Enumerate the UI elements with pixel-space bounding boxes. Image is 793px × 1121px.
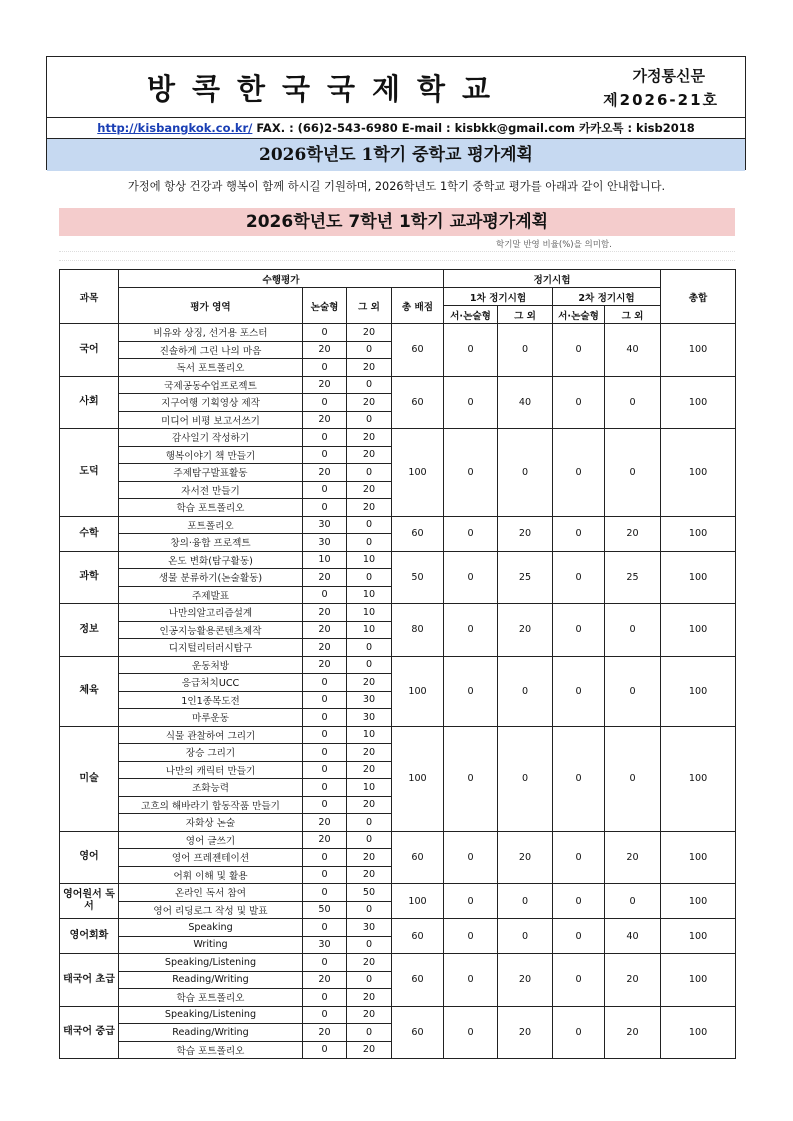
table-row xyxy=(60,551,736,569)
exam2-essay: 0 xyxy=(553,324,605,377)
exam1-other: 40 xyxy=(498,376,553,429)
essay-score: 0 xyxy=(303,849,347,867)
total-ratio: 100 xyxy=(392,884,444,919)
exam2-essay: 0 xyxy=(553,516,605,551)
exam1-other: 0 xyxy=(498,884,553,919)
exam1-other: 20 xyxy=(498,831,553,884)
evaluation-area: 나만의알고리즘설계 xyxy=(119,604,303,622)
essay-score: 0 xyxy=(303,744,347,762)
issue-number: 제2026-21호 xyxy=(603,91,719,109)
sheet-gridline xyxy=(59,260,735,261)
header-exam2-essay: 서·논술형 xyxy=(553,306,605,324)
exam2-other: 20 xyxy=(605,831,661,884)
other-score: 0 xyxy=(347,831,392,849)
exam2-other: 20 xyxy=(605,1006,661,1059)
header-subject: 과목 xyxy=(60,270,119,324)
exam2-other: 0 xyxy=(605,429,661,517)
evaluation-area: 자서전 만들기 xyxy=(119,481,303,499)
exam1-essay: 0 xyxy=(444,551,498,604)
subject-sum: 100 xyxy=(661,954,736,1007)
evaluation-area: 행복이야기 책 만들기 xyxy=(119,446,303,464)
exam1-other: 20 xyxy=(498,954,553,1007)
essay-score: 0 xyxy=(303,884,347,902)
essay-score: 0 xyxy=(303,709,347,727)
essay-score: 30 xyxy=(303,534,347,552)
other-score: 20 xyxy=(347,849,392,867)
essay-score: 20 xyxy=(303,656,347,674)
other-score: 0 xyxy=(347,464,392,482)
evaluation-area: 비유와 상징, 선거용 포스터 xyxy=(119,324,303,342)
other-score: 10 xyxy=(347,779,392,797)
essay-score: 0 xyxy=(303,691,347,709)
evaluation-area: 학습 포트폴리오 xyxy=(119,989,303,1007)
table-row xyxy=(60,831,736,849)
exam1-essay: 0 xyxy=(444,1006,498,1059)
evaluation-area: 1인1종목도전 xyxy=(119,691,303,709)
exam1-essay: 0 xyxy=(444,919,498,954)
other-score: 30 xyxy=(347,709,392,727)
essay-score: 20 xyxy=(303,1024,347,1042)
other-score: 20 xyxy=(347,481,392,499)
essay-score: 20 xyxy=(303,971,347,989)
other-score: 20 xyxy=(347,499,392,517)
website-link[interactable]: http://kisbangkok.co.kr/ xyxy=(97,121,253,135)
exam1-essay: 0 xyxy=(444,954,498,1007)
evaluation-area: 학습 포트폴리오 xyxy=(119,1041,303,1059)
header-exam2: 2차 정기시험 xyxy=(553,288,661,306)
subject-sum: 100 xyxy=(661,604,736,657)
exam1-other: 20 xyxy=(498,604,553,657)
evaluation-area: Speaking/Listening xyxy=(119,954,303,972)
evaluation-area: 포트폴리오 xyxy=(119,516,303,534)
other-score: 10 xyxy=(347,551,392,569)
other-score: 10 xyxy=(347,726,392,744)
exam1-other: 0 xyxy=(498,324,553,377)
evaluation-area: 영어 글쓰기 xyxy=(119,831,303,849)
document-title: 2026학년도 1학기 중학교 평가계획 xyxy=(47,139,745,171)
other-score: 0 xyxy=(347,971,392,989)
exam2-essay: 0 xyxy=(553,376,605,429)
exam1-essay: 0 xyxy=(444,604,498,657)
essay-score: 20 xyxy=(303,464,347,482)
exam2-other: 0 xyxy=(605,376,661,429)
exam1-essay: 0 xyxy=(444,429,498,517)
newsletter-header xyxy=(46,56,746,170)
essay-score: 50 xyxy=(303,901,347,919)
other-score: 20 xyxy=(347,989,392,1007)
evaluation-area: 독서 포트폴리오 xyxy=(119,359,303,377)
header-essay: 논술형 xyxy=(303,288,347,324)
subject-sum: 100 xyxy=(661,726,736,831)
other-score: 0 xyxy=(347,639,392,657)
subject-sum: 100 xyxy=(661,919,736,954)
essay-score: 0 xyxy=(303,954,347,972)
exam2-essay: 0 xyxy=(553,551,605,604)
other-score: 30 xyxy=(347,919,392,937)
other-score: 10 xyxy=(347,604,392,622)
other-score: 0 xyxy=(347,1024,392,1042)
essay-score: 0 xyxy=(303,324,347,342)
essay-score: 20 xyxy=(303,621,347,639)
intro-text: 가정에 항상 건강과 행복이 함께 하시길 기원하며, 2026학년도 1학기 중학교 평가를 아래과 같이 안내합니다. xyxy=(127,180,666,193)
exam2-other: 40 xyxy=(605,324,661,377)
other-score: 0 xyxy=(347,341,392,359)
other-score: 20 xyxy=(347,394,392,412)
exam2-essay: 0 xyxy=(553,726,605,831)
essay-score: 20 xyxy=(303,604,347,622)
header-exam2-other: 그 외 xyxy=(605,306,661,324)
exam2-essay: 0 xyxy=(553,831,605,884)
subject-name: 정보 xyxy=(60,604,119,657)
evaluation-area: 지구여행 기획영상 제작 xyxy=(119,394,303,412)
evaluation-plan-table xyxy=(59,269,736,1059)
header-regular-exam: 정기시험 xyxy=(444,270,661,288)
subject-name: 과학 xyxy=(60,551,119,604)
evaluation-area: 온라인 독서 참여 xyxy=(119,884,303,902)
subject-sum: 100 xyxy=(661,324,736,377)
exam1-other: 0 xyxy=(498,429,553,517)
evaluation-area: 국제공동수업프로젝트 xyxy=(119,376,303,394)
essay-score: 20 xyxy=(303,831,347,849)
other-score: 20 xyxy=(347,446,392,464)
other-score: 50 xyxy=(347,884,392,902)
exam2-other: 20 xyxy=(605,516,661,551)
evaluation-area: 운동처방 xyxy=(119,656,303,674)
exam2-essay: 0 xyxy=(553,604,605,657)
exam1-essay: 0 xyxy=(444,656,498,726)
exam2-other: 0 xyxy=(605,726,661,831)
evaluation-area: 영어 리딩로그 작성 및 발표 xyxy=(119,901,303,919)
evaluation-area: 영어 프레젠테이션 xyxy=(119,849,303,867)
contact-line xyxy=(47,118,745,139)
table-row xyxy=(60,919,736,937)
essay-score: 0 xyxy=(303,1006,347,1024)
evaluation-area: 진솔하게 그린 나의 마음 xyxy=(119,341,303,359)
evaluation-area: 온도 변화(탐구활동) xyxy=(119,551,303,569)
other-score: 0 xyxy=(347,411,392,429)
exam2-essay: 0 xyxy=(553,429,605,517)
exam1-other: 25 xyxy=(498,551,553,604)
subject-name: 영어 xyxy=(60,831,119,884)
header-top xyxy=(47,57,745,118)
exam1-other: 20 xyxy=(498,1006,553,1059)
subject-name: 태국어 중급 xyxy=(60,1006,119,1059)
essay-score: 20 xyxy=(303,569,347,587)
essay-score: 0 xyxy=(303,674,347,692)
table-row xyxy=(60,376,736,394)
header-total-ratio: 총 배점 xyxy=(392,288,444,324)
exam1-other: 20 xyxy=(498,516,553,551)
essay-score: 0 xyxy=(303,1041,347,1059)
exam1-essay: 0 xyxy=(444,324,498,377)
exam2-other: 25 xyxy=(605,551,661,604)
other-score: 0 xyxy=(347,516,392,534)
total-ratio: 60 xyxy=(392,919,444,954)
header-sum: 총합 xyxy=(661,270,736,324)
essay-score: 0 xyxy=(303,481,347,499)
subject-name: 태국어 초급 xyxy=(60,954,119,1007)
table-row xyxy=(60,726,736,744)
evaluation-area: 마루운동 xyxy=(119,709,303,727)
ratio-note: 학기말 반영 비율(%)을 의미함. xyxy=(496,240,612,250)
header-other: 그 외 xyxy=(347,288,392,324)
evaluation-area: 주제탐구발표활동 xyxy=(119,464,303,482)
subject-name: 도덕 xyxy=(60,429,119,517)
essay-score: 0 xyxy=(303,394,347,412)
contact-details: FAX. : (66)2-543-6980 E-mail : kisbkk@gmail.com 카카오톡 : kisb2018 xyxy=(252,121,695,135)
sheet-gridline xyxy=(59,251,735,252)
table-row xyxy=(60,656,736,674)
other-score: 20 xyxy=(347,866,392,884)
table-row xyxy=(60,1006,736,1024)
other-score: 0 xyxy=(347,569,392,587)
evaluation-area: 감사일기 작성하기 xyxy=(119,429,303,447)
exam2-essay: 0 xyxy=(553,884,605,919)
exam1-essay: 0 xyxy=(444,376,498,429)
school-name: 방콕한국국제학교 xyxy=(146,72,508,106)
essay-score: 0 xyxy=(303,446,347,464)
table-row xyxy=(60,884,736,902)
essay-score: 20 xyxy=(303,411,347,429)
evaluation-area: 주제발표 xyxy=(119,586,303,604)
essay-score: 20 xyxy=(303,639,347,657)
other-score: 0 xyxy=(347,534,392,552)
subject-sum: 100 xyxy=(661,831,736,884)
subject-sum: 100 xyxy=(661,656,736,726)
evaluation-area: 조화능력 xyxy=(119,779,303,797)
exam2-other: 40 xyxy=(605,919,661,954)
essay-score: 0 xyxy=(303,359,347,377)
other-score: 20 xyxy=(347,954,392,972)
exam2-other: 20 xyxy=(605,954,661,1007)
other-score: 20 xyxy=(347,359,392,377)
total-ratio: 60 xyxy=(392,1006,444,1059)
header-performance: 수행평가 xyxy=(119,270,444,288)
evaluation-area: 어휘 이해 및 활용 xyxy=(119,866,303,884)
subject-sum: 100 xyxy=(661,551,736,604)
table-row xyxy=(60,516,736,534)
total-ratio: 50 xyxy=(392,551,444,604)
subject-name: 영어원서 독서 xyxy=(60,884,119,919)
plan-body xyxy=(60,324,736,1059)
essay-score: 0 xyxy=(303,796,347,814)
total-ratio: 100 xyxy=(392,726,444,831)
evaluation-area: 미디어 비평 보고서쓰기 xyxy=(119,411,303,429)
essay-score: 0 xyxy=(303,726,347,744)
essay-score: 0 xyxy=(303,989,347,1007)
essay-score: 0 xyxy=(303,586,347,604)
total-ratio: 100 xyxy=(392,429,444,517)
subject-name: 미술 xyxy=(60,726,119,831)
other-score: 0 xyxy=(347,814,392,832)
evaluation-area: 디지털리터러시탐구 xyxy=(119,639,303,657)
header-area: 평가 영역 xyxy=(119,288,303,324)
other-score: 20 xyxy=(347,744,392,762)
essay-score: 0 xyxy=(303,779,347,797)
essay-score: 0 xyxy=(303,429,347,447)
table-row xyxy=(60,954,736,972)
essay-score: 30 xyxy=(303,516,347,534)
exam2-other: 0 xyxy=(605,604,661,657)
essay-score: 20 xyxy=(303,341,347,359)
evaluation-area: Speaking/Listening xyxy=(119,1006,303,1024)
other-score: 20 xyxy=(347,1041,392,1059)
table-row xyxy=(60,324,736,342)
evaluation-area: 식물 관찰하여 그리기 xyxy=(119,726,303,744)
subject-sum: 100 xyxy=(661,516,736,551)
header-exam1: 1차 정기시험 xyxy=(444,288,553,306)
evaluation-area: Reading/Writing xyxy=(119,1024,303,1042)
other-score: 0 xyxy=(347,936,392,954)
essay-score: 0 xyxy=(303,866,347,884)
total-ratio: 60 xyxy=(392,376,444,429)
other-score: 0 xyxy=(347,376,392,394)
table-row xyxy=(60,604,736,622)
essay-score: 0 xyxy=(303,919,347,937)
evaluation-area: 고흐의 해바라기 합동작품 만들기 xyxy=(119,796,303,814)
subject-sum: 100 xyxy=(661,884,736,919)
other-score: 0 xyxy=(347,901,392,919)
exam2-essay: 0 xyxy=(553,919,605,954)
evaluation-area: 자화상 논술 xyxy=(119,814,303,832)
other-score: 10 xyxy=(347,621,392,639)
other-score: 20 xyxy=(347,1006,392,1024)
essay-score: 20 xyxy=(303,814,347,832)
essay-score: 0 xyxy=(303,499,347,517)
total-ratio: 60 xyxy=(392,516,444,551)
subject-name: 영어회화 xyxy=(60,919,119,954)
total-ratio: 100 xyxy=(392,656,444,726)
essay-score: 0 xyxy=(303,761,347,779)
other-score: 20 xyxy=(347,429,392,447)
other-score: 20 xyxy=(347,324,392,342)
other-score: 0 xyxy=(347,656,392,674)
other-score: 20 xyxy=(347,796,392,814)
exam1-other: 0 xyxy=(498,656,553,726)
essay-score: 30 xyxy=(303,936,347,954)
exam2-essay: 0 xyxy=(553,954,605,1007)
table-row xyxy=(60,429,736,447)
header-exam1-essay: 서·논술형 xyxy=(444,306,498,324)
evaluation-area: 인공지능활용콘텐츠제작 xyxy=(119,621,303,639)
exam1-other: 0 xyxy=(498,919,553,954)
evaluation-area: 장승 그리기 xyxy=(119,744,303,762)
subject-name: 체육 xyxy=(60,656,119,726)
total-ratio: 60 xyxy=(392,954,444,1007)
evaluation-area: 학습 포트폴리오 xyxy=(119,499,303,517)
essay-score: 10 xyxy=(303,551,347,569)
newsletter-label: 가정통신문 xyxy=(632,67,705,85)
exam2-other: 0 xyxy=(605,656,661,726)
other-score: 30 xyxy=(347,691,392,709)
total-ratio: 60 xyxy=(392,324,444,377)
evaluation-area: Reading/Writing xyxy=(119,971,303,989)
other-score: 20 xyxy=(347,674,392,692)
subject-sum: 100 xyxy=(661,376,736,429)
exam1-essay: 0 xyxy=(444,516,498,551)
evaluation-area: Writing xyxy=(119,936,303,954)
subject-name: 수학 xyxy=(60,516,119,551)
subject-name: 국어 xyxy=(60,324,119,377)
exam2-essay: 0 xyxy=(553,656,605,726)
evaluation-area: Speaking xyxy=(119,919,303,937)
header-exam1-other: 그 외 xyxy=(498,306,553,324)
subject-name: 사회 xyxy=(60,376,119,429)
exam1-essay: 0 xyxy=(444,831,498,884)
exam1-essay: 0 xyxy=(444,726,498,831)
plan-title: 2026학년도 7학년 1학기 교과평가계획 xyxy=(59,208,735,236)
evaluation-area: 응급처치UCC xyxy=(119,674,303,692)
total-ratio: 80 xyxy=(392,604,444,657)
evaluation-area: 생물 분류하기(논술활동) xyxy=(119,569,303,587)
subject-sum: 100 xyxy=(661,1006,736,1059)
exam1-other: 0 xyxy=(498,726,553,831)
exam2-other: 0 xyxy=(605,884,661,919)
evaluation-area: 나만의 캐릭터 만들기 xyxy=(119,761,303,779)
evaluation-area: 창의·융합 프로젝트 xyxy=(119,534,303,552)
exam2-essay: 0 xyxy=(553,1006,605,1059)
other-score: 20 xyxy=(347,761,392,779)
total-ratio: 60 xyxy=(392,831,444,884)
essay-score: 20 xyxy=(303,376,347,394)
subject-sum: 100 xyxy=(661,429,736,517)
exam1-essay: 0 xyxy=(444,884,498,919)
other-score: 10 xyxy=(347,586,392,604)
